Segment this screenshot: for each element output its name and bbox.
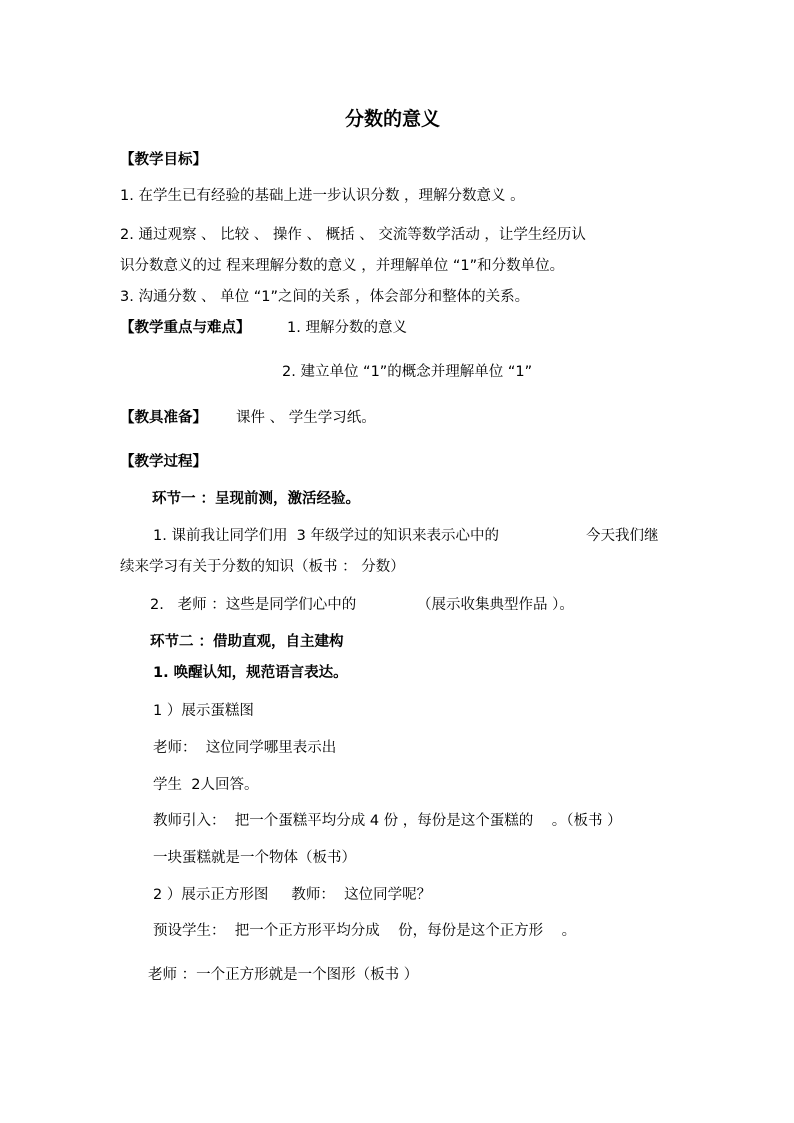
section1-para1-line2: 续来学习有关于分数的知识（板书 ： 分数） bbox=[120, 559, 405, 575]
objective-line-2-cont: 识分数意义的过 程来理解分数的意义 ，并理解单位 “1”和分数单位。 bbox=[120, 258, 565, 274]
key-point-2: 2. 建立单位 “1”的概念并理解单位 “1” bbox=[282, 364, 533, 380]
section1-para1-line1: 1. 课前我让同学们用 3 年级学过的知识来表示心中的 bbox=[153, 528, 499, 544]
materials-text: 课件 、 学生学习纸。 bbox=[236, 410, 376, 426]
section2-line: 2 ）展示正方形图 教师： 这位同学呢？ bbox=[153, 887, 432, 903]
objective-line-2: 2. 通过观察 、 比较 、 操作 、 概括 、 交流等数学活动 ，让学生经历认 bbox=[120, 227, 586, 243]
materials-heading: 【教具准备】 bbox=[120, 410, 207, 426]
section2-subheading: 1. 唤醒认知，规范语言表达。 bbox=[153, 665, 348, 681]
section1-para1-line1-end: 今天我们继 bbox=[586, 528, 659, 544]
key-points-heading: 【教学重点与难点】 bbox=[120, 320, 251, 336]
section2-line: 教师引入： 把一个蛋糕平均分成 4 份 ，每份是这个蛋糕的 。（板书 ） bbox=[153, 813, 622, 829]
section1-title: 环节一 ：呈现前测，激活经验。 bbox=[152, 491, 361, 507]
page-title: 分数的意义 bbox=[345, 108, 441, 130]
objectives-heading: 【教学目标】 bbox=[120, 152, 207, 168]
objective-line-3: 3. 沟通分数 、 单位 “1”之间的关系 ，体会部分和整体的关系。 bbox=[120, 289, 530, 305]
section1-para2-end: （展示收集典型作品 ）。 bbox=[417, 597, 574, 613]
section2-title: 环节二 ：借助直观，自主建构 bbox=[150, 634, 344, 650]
section2-line: 老师： 这位同学哪里表示出 bbox=[153, 740, 337, 756]
section2-line: 学生 2人回答。 bbox=[153, 777, 259, 793]
objective-line-1: 1. 在学生已有经验的基础上进一步认识分数 ，理解分数意义 。 bbox=[120, 188, 525, 204]
section2-line: 1 ）展示蛋糕图 bbox=[153, 703, 254, 719]
key-point-1: 1. 理解分数的意义 bbox=[287, 320, 407, 336]
section2-line: 一块蛋糕就是一个物体（板书） bbox=[153, 850, 356, 866]
section2-line: 老师 ：一个正方形就是一个图形（板书 ） bbox=[148, 967, 419, 983]
process-heading: 【教学过程】 bbox=[120, 454, 207, 470]
section2-line: 预设学生： 把一个正方形平均分成 份，每份是这个正方形 。 bbox=[153, 923, 577, 939]
section1-para2: 2. 老师 ：这些是同学们心中的 bbox=[150, 597, 357, 613]
